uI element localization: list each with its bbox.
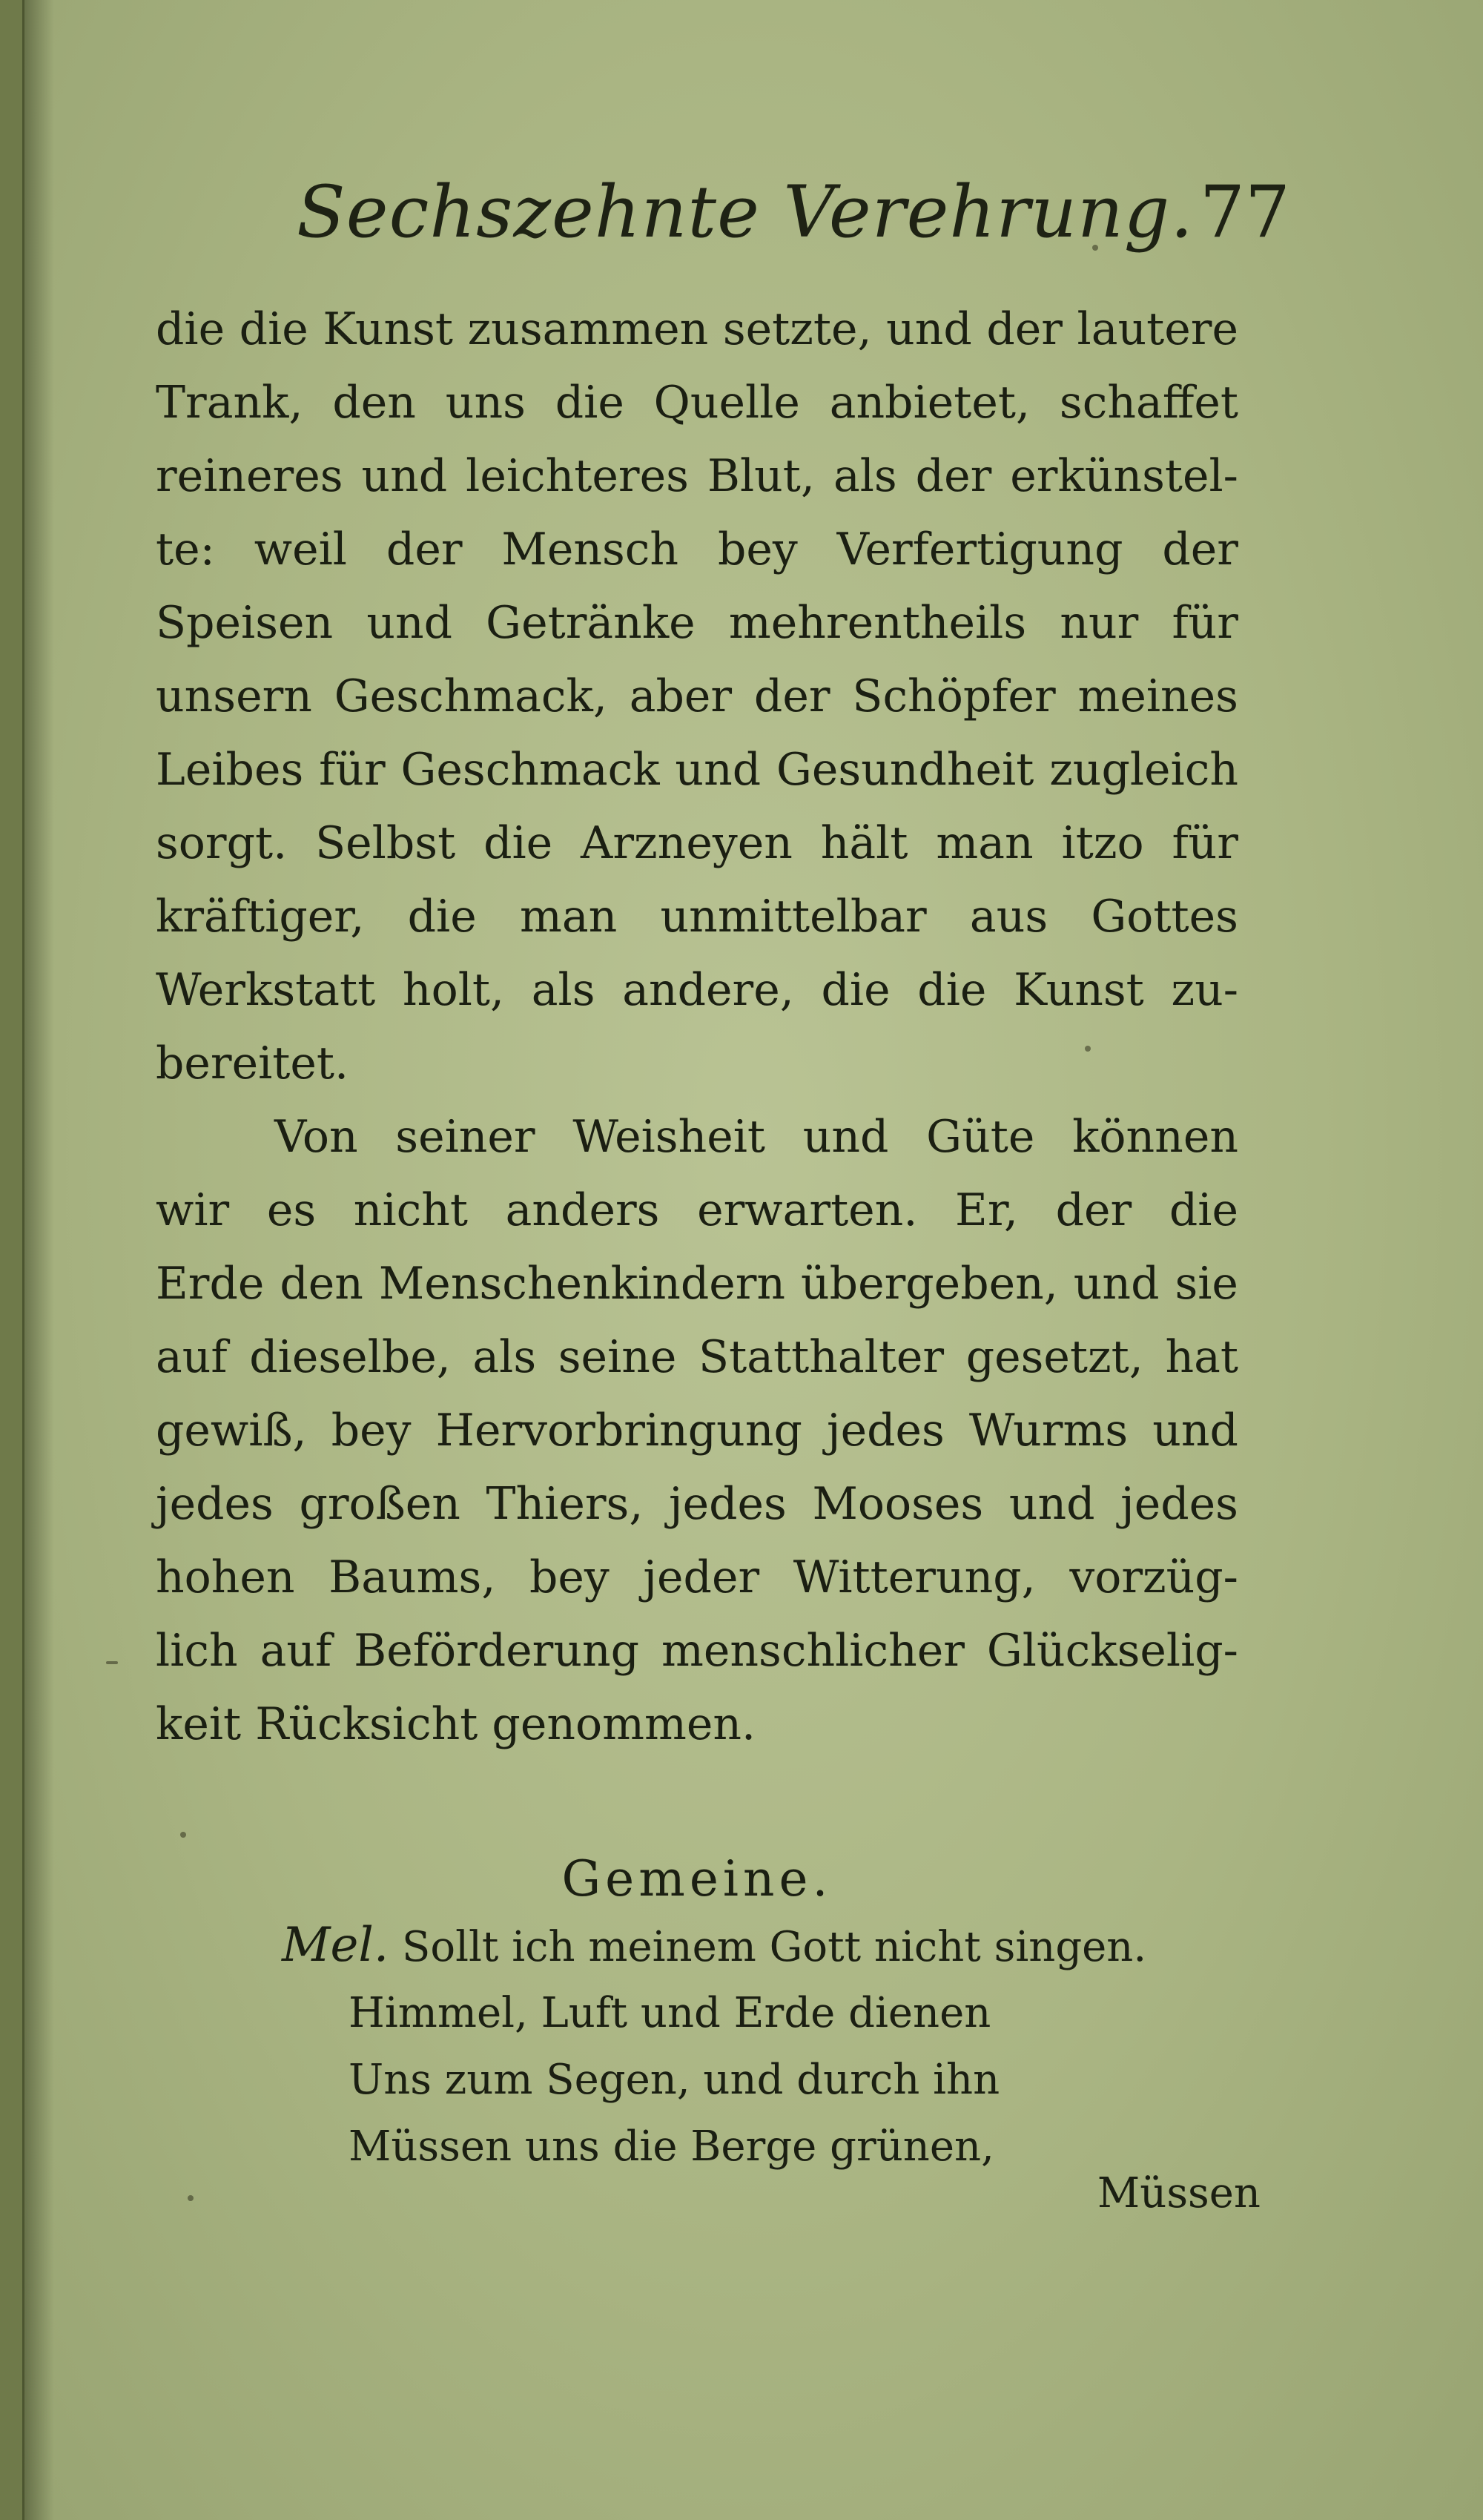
word: man bbox=[936, 817, 1034, 869]
word: Kunst bbox=[1014, 964, 1144, 1016]
running-title: Sechszehnte Verehrung. bbox=[297, 171, 1194, 254]
word: dieselbe, bbox=[249, 1331, 451, 1383]
paper-speck bbox=[180, 1832, 186, 1838]
word: itzo bbox=[1061, 817, 1144, 869]
word: Trank, bbox=[156, 377, 303, 429]
word: Schöpfer bbox=[852, 670, 1056, 722]
hymn bbox=[156, 1850, 1238, 2180]
word: schaffet bbox=[1059, 377, 1238, 429]
text-line bbox=[156, 660, 1238, 733]
running-head bbox=[297, 171, 1290, 260]
word: nur bbox=[1060, 597, 1139, 649]
melody-prefix: Mel. bbox=[282, 1918, 389, 1973]
word: der bbox=[1055, 1184, 1132, 1236]
word: auf bbox=[260, 1625, 332, 1677]
melody-name: Sollt ich meinem Gott nicht singen. bbox=[402, 1923, 1147, 1971]
word: der bbox=[986, 303, 1063, 355]
word: Von bbox=[274, 1111, 358, 1163]
page-number: 77 bbox=[1199, 171, 1290, 254]
word: te: bbox=[156, 524, 215, 575]
word: Weisheit bbox=[572, 1111, 766, 1163]
word: Blut, bbox=[707, 450, 815, 502]
word: Kunst bbox=[323, 303, 454, 355]
word: bey bbox=[717, 524, 798, 575]
word: Selbst bbox=[315, 817, 456, 869]
word: Witterung, bbox=[793, 1551, 1036, 1603]
word: aber bbox=[629, 670, 733, 722]
word: Hervorbringung bbox=[435, 1405, 802, 1457]
word: als bbox=[472, 1331, 537, 1383]
word: Geschmack, bbox=[334, 670, 607, 722]
word: Beförderung bbox=[354, 1625, 640, 1677]
text-line bbox=[156, 1468, 1238, 1541]
hymn-line: Uns zum Segen, und durch ihn bbox=[349, 2056, 1000, 2104]
word: erkünstel- bbox=[1010, 450, 1238, 502]
word: für bbox=[1172, 817, 1238, 869]
word: setzte, bbox=[722, 303, 872, 355]
text-line: keit Rücksicht genommen. bbox=[156, 1698, 756, 1750]
word: der bbox=[915, 450, 992, 502]
paragraph-1 bbox=[156, 293, 1238, 1101]
word: der bbox=[1162, 524, 1238, 575]
word: kräftiger, bbox=[156, 891, 365, 943]
spine-shadow bbox=[24, 0, 54, 2520]
word: die bbox=[1169, 1184, 1238, 1236]
word: leichteres bbox=[466, 450, 689, 502]
text-line bbox=[156, 587, 1238, 660]
word: seiner bbox=[395, 1111, 535, 1163]
hymn-melody bbox=[156, 1918, 1238, 1973]
word: die bbox=[555, 377, 624, 429]
text-line bbox=[156, 1101, 1238, 1174]
word: Getränke bbox=[486, 597, 696, 649]
text-line: bereitet. bbox=[156, 1038, 349, 1089]
word: nicht bbox=[353, 1184, 468, 1236]
body-text bbox=[156, 293, 1238, 1761]
text-line bbox=[156, 513, 1238, 587]
word: Menschenkindern bbox=[378, 1258, 786, 1310]
word: seine bbox=[558, 1331, 677, 1383]
word: weil bbox=[254, 524, 347, 575]
word: Erde bbox=[156, 1258, 265, 1310]
word: die bbox=[156, 303, 225, 355]
word: Geschmack bbox=[400, 744, 660, 796]
word: hohen bbox=[156, 1551, 295, 1603]
word: uns bbox=[445, 377, 526, 429]
word: die bbox=[483, 817, 553, 869]
word: jedes bbox=[669, 1478, 787, 1530]
word: und bbox=[675, 744, 762, 796]
word: zusammen bbox=[467, 303, 709, 355]
paper-speck bbox=[188, 2195, 194, 2201]
hymn-line: Müssen uns die Berge grünen, bbox=[349, 2122, 994, 2171]
word: meines bbox=[1077, 670, 1238, 722]
word: Arzneyen bbox=[581, 817, 793, 869]
word: den bbox=[280, 1258, 363, 1310]
word: anbietet, bbox=[829, 377, 1031, 429]
text-line bbox=[156, 1174, 1238, 1247]
word: Quelle bbox=[653, 377, 800, 429]
text-line bbox=[156, 293, 1238, 366]
word: erwarten. bbox=[697, 1184, 918, 1236]
text-line bbox=[156, 1614, 1238, 1688]
word: gewiß, bbox=[156, 1405, 307, 1457]
word: sorgt. bbox=[156, 817, 288, 869]
word: auf bbox=[156, 1331, 228, 1383]
word: großen bbox=[299, 1478, 460, 1530]
word: und bbox=[1152, 1405, 1238, 1457]
word: die bbox=[917, 964, 987, 1016]
word: wir bbox=[156, 1184, 230, 1236]
word: zugleich bbox=[1049, 744, 1238, 796]
word: bey bbox=[331, 1405, 412, 1457]
word: jedes bbox=[1120, 1478, 1238, 1530]
word: lautere bbox=[1077, 303, 1238, 355]
word: Verfertigung bbox=[836, 524, 1123, 575]
hymn-title: Gemeine. bbox=[561, 1850, 833, 1907]
word: übergeben, bbox=[801, 1258, 1058, 1310]
paragraph-2 bbox=[156, 1101, 1238, 1761]
word: und bbox=[361, 450, 448, 502]
word: sie bbox=[1175, 1258, 1238, 1310]
paper-speck bbox=[106, 1661, 118, 1664]
word: Mensch bbox=[501, 524, 679, 575]
word: Wurms bbox=[968, 1405, 1129, 1457]
word: Thiers, bbox=[486, 1478, 644, 1530]
word: aus bbox=[969, 891, 1048, 943]
text-line bbox=[156, 1394, 1238, 1468]
word: Gesundheit bbox=[776, 744, 1034, 796]
word: Mooses bbox=[812, 1478, 984, 1530]
word: reineres bbox=[156, 450, 343, 502]
word: der bbox=[753, 670, 830, 722]
word: Er, bbox=[955, 1184, 1018, 1236]
word: jedes bbox=[826, 1405, 945, 1457]
text-line bbox=[156, 880, 1238, 954]
word: hält bbox=[820, 817, 908, 869]
word: Werkstatt bbox=[156, 964, 376, 1016]
hymn-line: Himmel, Luft und Erde dienen bbox=[349, 1989, 991, 2037]
word: man bbox=[519, 891, 618, 943]
word: können bbox=[1072, 1111, 1238, 1163]
word: und bbox=[1008, 1478, 1095, 1530]
word: der bbox=[386, 524, 463, 575]
word: vorzüg- bbox=[1069, 1551, 1238, 1603]
word: und bbox=[802, 1111, 889, 1163]
word: als bbox=[531, 964, 595, 1016]
text-line bbox=[156, 807, 1238, 880]
text-line bbox=[156, 733, 1238, 807]
word: jedes bbox=[156, 1478, 274, 1530]
word: und bbox=[886, 303, 972, 355]
text-line bbox=[156, 1321, 1238, 1394]
text-line bbox=[156, 1541, 1238, 1614]
word: Gottes bbox=[1091, 891, 1238, 943]
word: Speisen bbox=[156, 597, 334, 649]
word: unsern bbox=[156, 670, 312, 722]
word: andere, bbox=[622, 964, 794, 1016]
word: für bbox=[1172, 597, 1238, 649]
word: und bbox=[366, 597, 453, 649]
word: Güte bbox=[926, 1111, 1035, 1163]
word: zu- bbox=[1171, 964, 1238, 1016]
text-line bbox=[156, 1247, 1238, 1321]
text-line bbox=[156, 366, 1238, 440]
word: Baums, bbox=[328, 1551, 496, 1603]
word: mehrentheils bbox=[728, 597, 1027, 649]
word: den bbox=[332, 377, 416, 429]
word: jeder bbox=[643, 1551, 760, 1603]
word: anders bbox=[505, 1184, 660, 1236]
word: Leibes bbox=[156, 744, 304, 796]
catchword: Müssen bbox=[1097, 2169, 1261, 2217]
word: holt, bbox=[402, 964, 505, 1016]
word: die bbox=[821, 964, 891, 1016]
word: als bbox=[833, 450, 897, 502]
word: gesetzt, bbox=[965, 1331, 1143, 1383]
word: unmittelbar bbox=[660, 891, 927, 943]
word: es bbox=[266, 1184, 317, 1236]
word: Statthalter bbox=[698, 1331, 945, 1383]
word: hat bbox=[1165, 1331, 1238, 1383]
word: die bbox=[407, 891, 477, 943]
word: Glückselig- bbox=[986, 1625, 1238, 1677]
text-line bbox=[156, 440, 1238, 513]
word: für bbox=[319, 744, 386, 796]
word: menschlicher bbox=[661, 1625, 965, 1677]
word: die bbox=[239, 303, 308, 355]
word: bey bbox=[529, 1551, 610, 1603]
word: lich bbox=[156, 1625, 238, 1677]
text-line bbox=[156, 954, 1238, 1027]
word: und bbox=[1073, 1258, 1160, 1310]
